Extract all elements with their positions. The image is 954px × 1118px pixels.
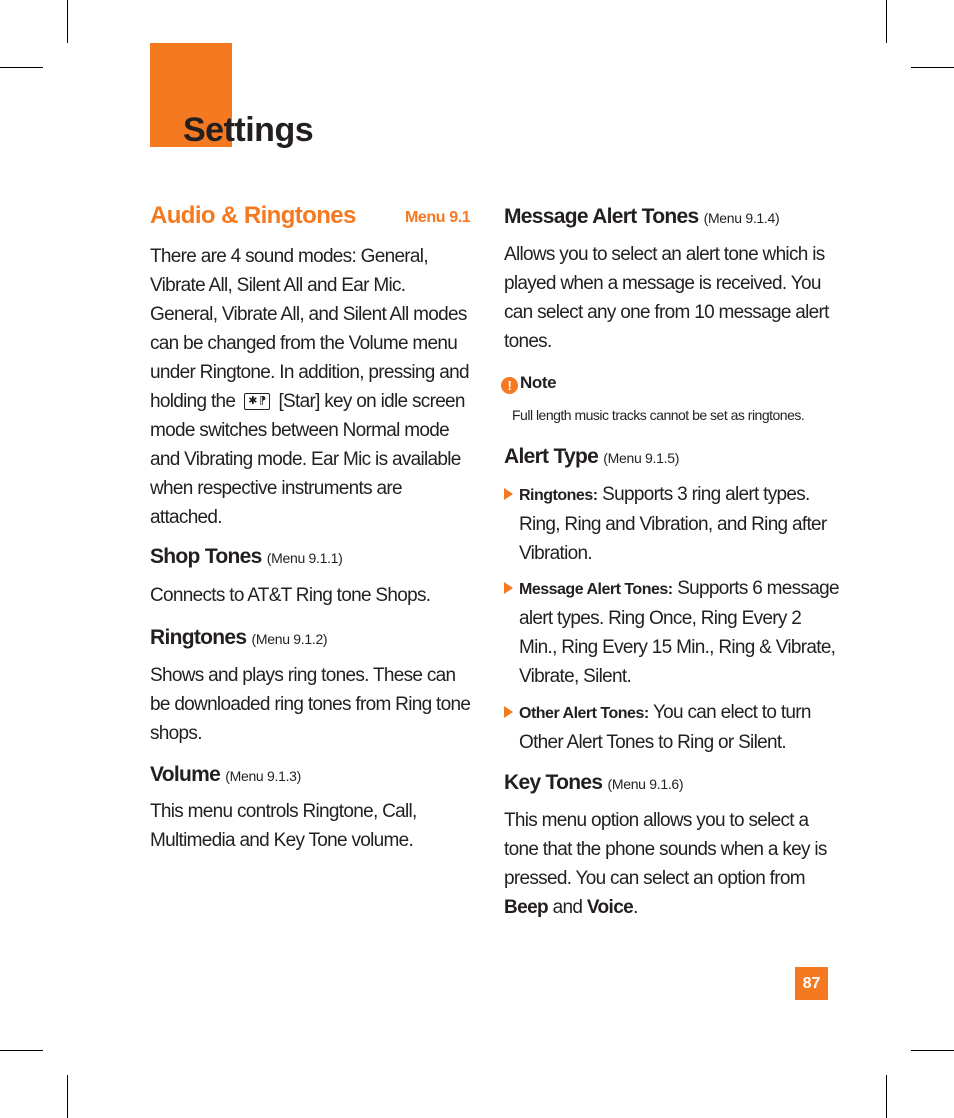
section-heading-alert-type — [504, 442, 679, 473]
alert-type-menu: (Menu 9.1.5) — [603, 450, 680, 466]
crop-mark — [911, 67, 954, 68]
shop-tones-heading: Shop Tones — [150, 545, 262, 568]
section-heading-audio — [150, 201, 356, 231]
exclamation-icon: ! — [501, 377, 518, 394]
message-alert-menu: (Menu 9.1.4) — [703, 210, 780, 226]
key-tones-end: . — [633, 897, 638, 918]
audio-menu-number: Menu 9.1 — [405, 209, 471, 226]
bullet-other-alert-tones-body — [519, 698, 839, 757]
volume-menu: (Menu 9.1.3) — [225, 768, 302, 784]
key-tones-text-main: This menu option allows you to select a tone that the phone sounds when a key is pressed. You can select an option from — [504, 810, 827, 889]
section-heading-shop-tones — [150, 542, 343, 573]
crop-mark — [0, 67, 43, 68]
key-tones-text — [504, 806, 829, 922]
bullet-message-alert-tones-label: Message Alert Tones: — [519, 581, 673, 598]
message-alert-heading: Message Alert Tones — [504, 205, 699, 228]
bullet-message-alert-tones-text: Supports 6 message alert types. Ring Once, Ring Every 2 Min., Ring Every 15 Min., Ring & Vibrate, Vibrate, Silent. — [519, 578, 839, 687]
note-heading — [501, 372, 556, 394]
bullet-arrow-icon — [504, 706, 513, 718]
section-heading-volume — [150, 760, 301, 791]
bullet-ringtones-body — [519, 480, 839, 568]
section-heading-message-alert — [504, 202, 779, 233]
bullet-ringtones-text: Supports 3 ring alert types. Ring, Ring and Vibration, and Ring after Vibration. — [519, 484, 827, 564]
page-title: Settings — [183, 111, 314, 149]
message-alert-text: Allows you to select an alert tone which is played when a message is received. You can select any one from 10 message alert tones. — [504, 244, 829, 352]
crop-mark — [911, 1050, 954, 1051]
star-key-icon: ✱ ⁋ — [244, 393, 270, 410]
crop-mark — [886, 1075, 887, 1118]
shop-tones-menu: (Menu 9.1.1) — [266, 550, 343, 566]
audio-description — [150, 242, 475, 532]
key-tones-menu: (Menu 9.1.6) — [607, 776, 684, 792]
bullet-message-alert-tones-body — [519, 574, 839, 691]
bullet-arrow-icon — [504, 582, 513, 594]
shop-tones-text: Connects to AT&T Ring tone Shops. — [150, 585, 431, 606]
key-tones-joiner: and — [552, 897, 583, 918]
bullet-other-alert-tones-text: You can elect to turn Other Alert Tones to Ring or Silent. — [519, 702, 811, 753]
ringtones-menu: (Menu 9.1.2) — [251, 631, 328, 647]
crop-mark — [0, 1050, 43, 1051]
key-tones-option-beep: Beep — [504, 897, 549, 918]
bullet-other-alert-tones-label: Other Alert Tones: — [519, 705, 649, 722]
audio-text-part2: [Star] key on idle screen mode switches between Normal mode and Vibrating mode. Ear Mic is available when respective instruments are attached. — [150, 391, 465, 528]
audio-heading-text: Audio & Ringtones — [150, 202, 356, 229]
note-heading-text: Note — [520, 373, 557, 392]
audio-text-part1: There are 4 sound modes: General, Vibrate All, Silent All and Ear Mic. General, Vibrate All, and Silent All modes can be changed from the Volume menu under Ringtone. In addition, pressing and holding the — [150, 246, 469, 412]
bullet-ringtones-label: Ringtones: — [519, 487, 598, 504]
volume-heading: Volume — [150, 763, 221, 786]
ringtones-text: Shows and plays ring tones. These can be downloaded ring tones from Ring tone shops. — [150, 665, 471, 744]
crop-mark — [67, 0, 68, 43]
note-text: Full length music tracks cannot be set as ringtones. — [512, 407, 805, 423]
key-tones-heading: Key Tones — [504, 771, 603, 794]
section-heading-ringtones — [150, 623, 327, 654]
crop-mark — [886, 0, 887, 43]
page-number: 87 — [795, 967, 828, 1000]
crop-mark — [67, 1075, 68, 1118]
key-tones-option-voice: Voice — [586, 897, 634, 918]
bullet-arrow-icon — [504, 488, 513, 500]
ringtones-heading: Ringtones — [150, 626, 247, 649]
volume-text: This menu controls Ringtone, Call, Multimedia and Key Tone volume. — [150, 801, 417, 851]
alert-type-heading: Alert Type — [504, 445, 599, 468]
section-heading-key-tones — [504, 768, 683, 799]
